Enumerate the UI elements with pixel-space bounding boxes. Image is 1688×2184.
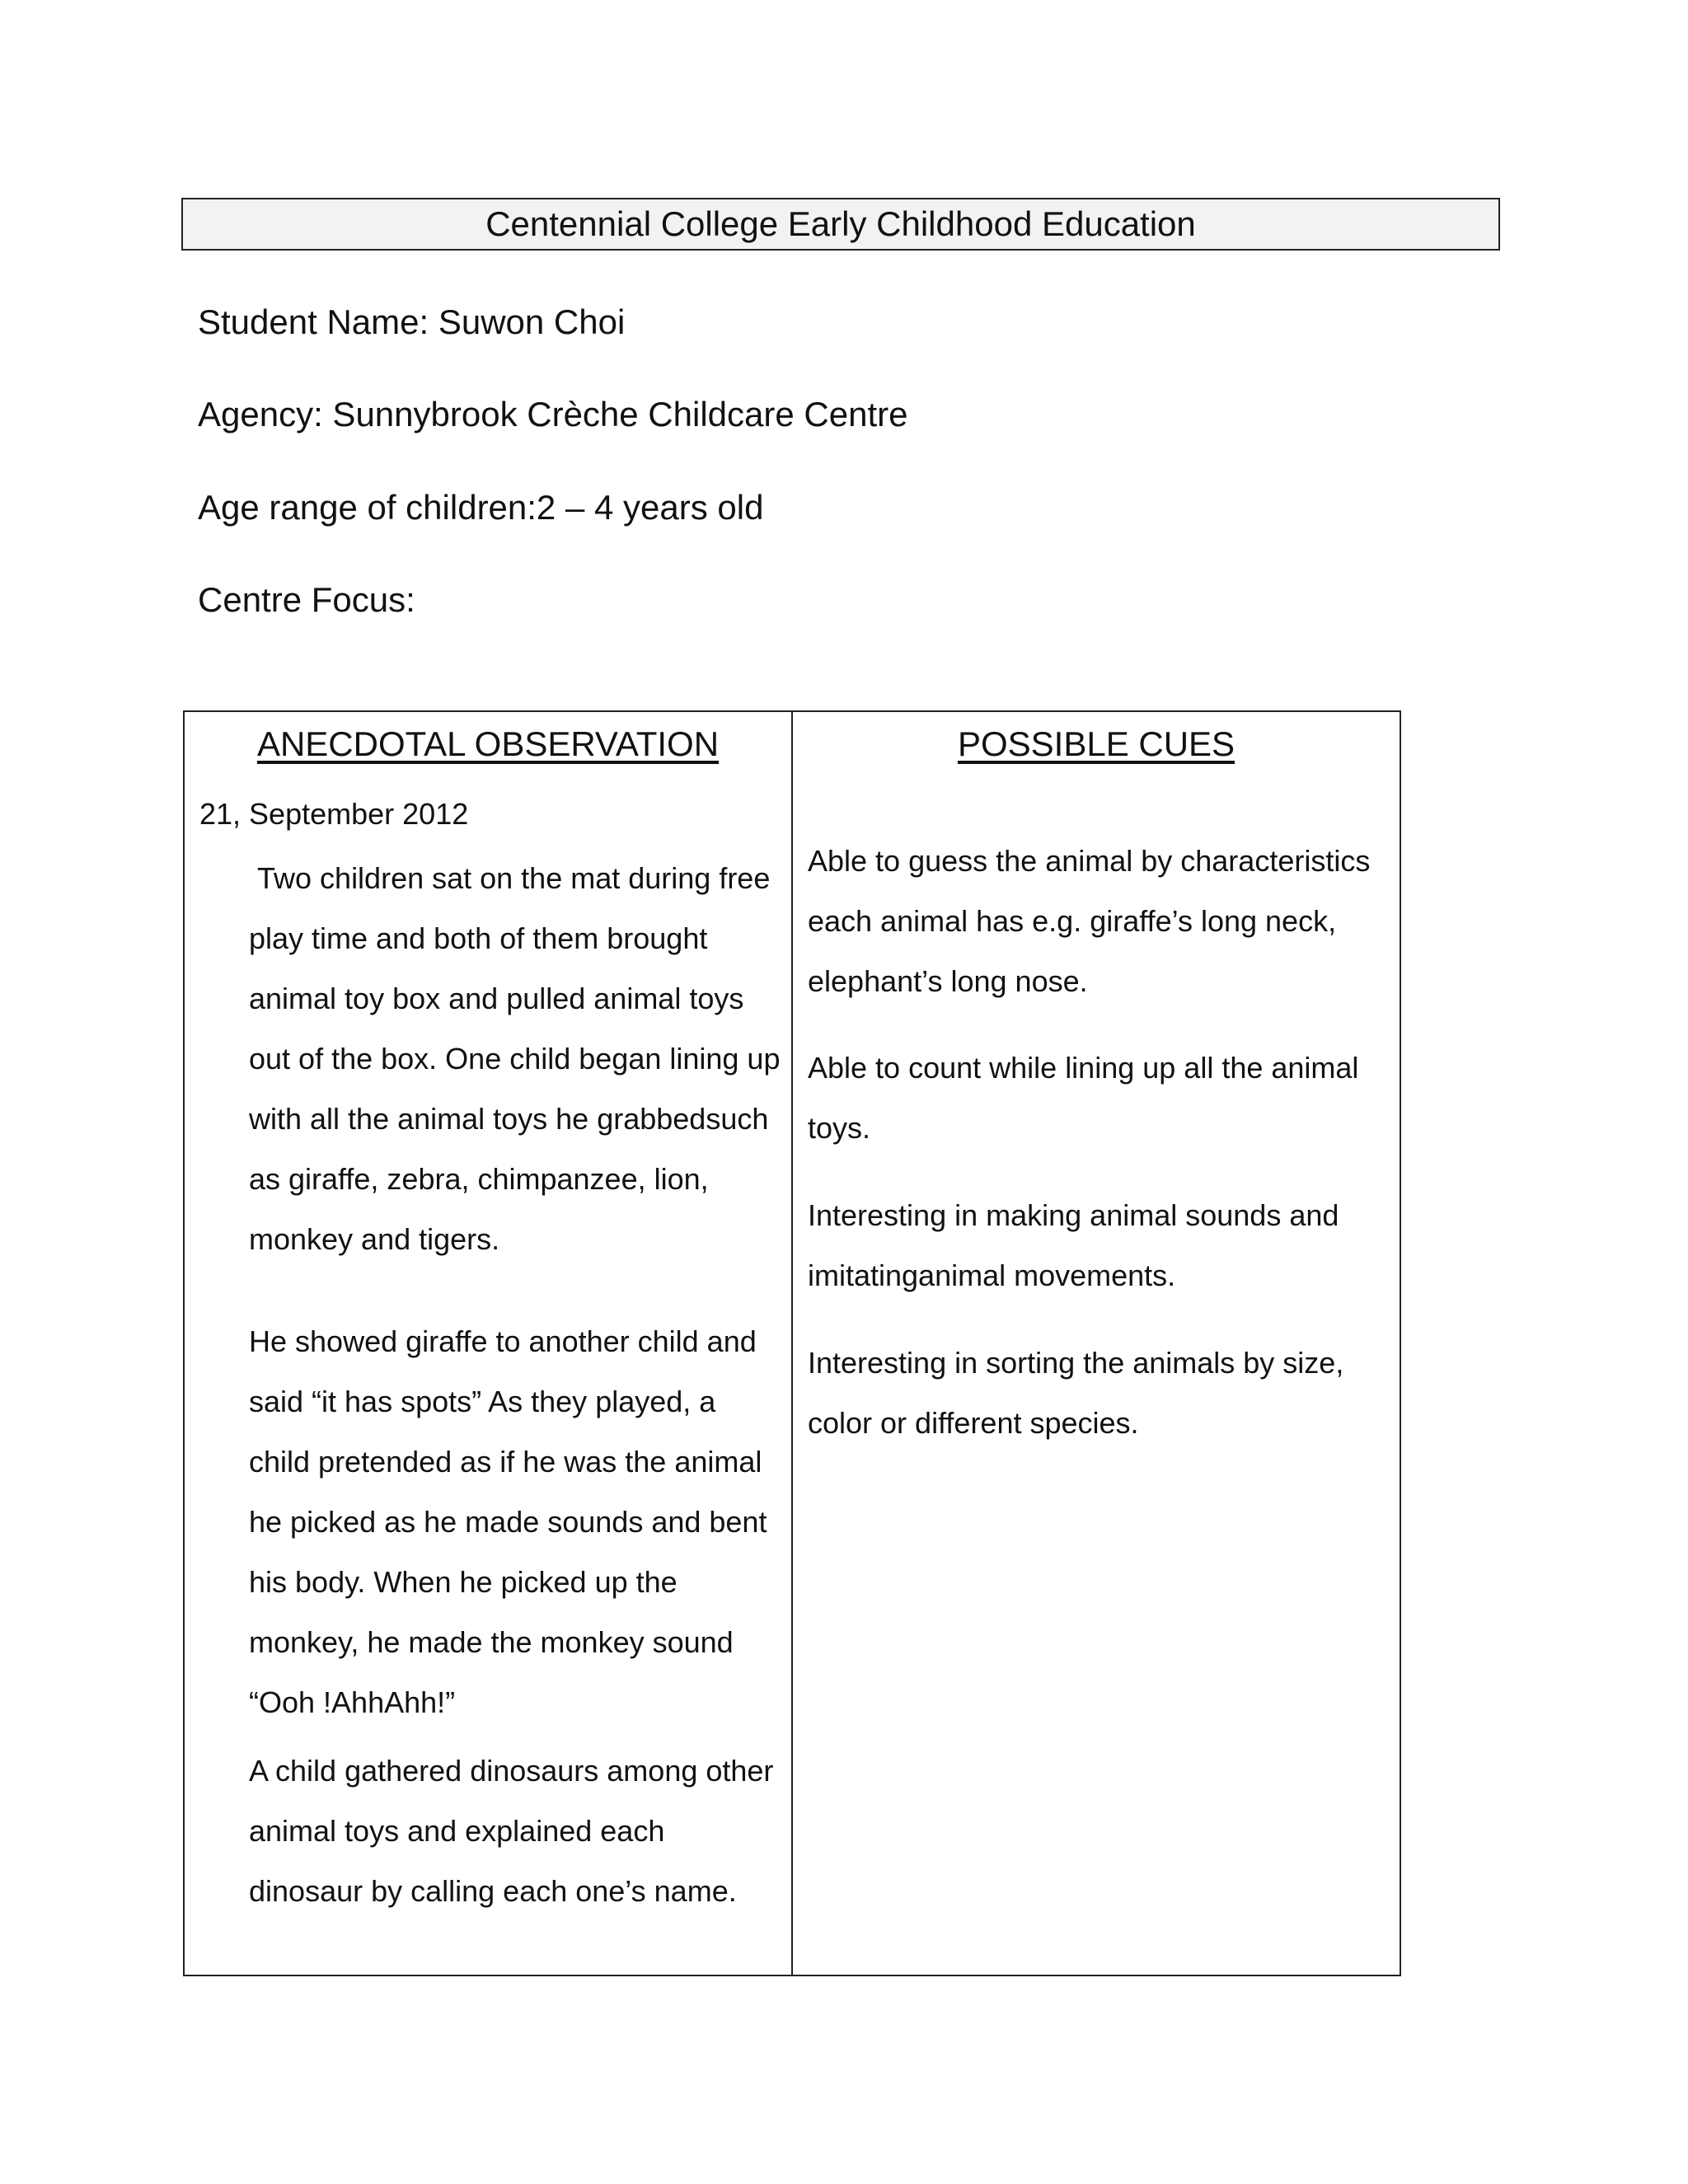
centre-focus: Centre Focus: [198, 580, 415, 619]
observation-paragraph: A child gathered dinosaurs among other animal toys and explained each dinosaur by calling each one’s name. [249, 1754, 774, 1908]
title-box [181, 198, 1500, 251]
observation-date: 21, September 2012 [199, 797, 469, 831]
observation-paragraph: He showed giraffe to another child and said “it has spots” As they played, a child pretended as if he was the animal he picked as he made sounds and bent his body. When he picked up the monkey, he made the monkey sound “Ooh !AhhAhh!” [249, 1324, 767, 1719]
observation-table [183, 710, 1401, 1976]
document-title: Centennial College Early Childhood Education [485, 204, 1196, 243]
observation-column [185, 712, 793, 1975]
student-name: Student Name: Suwon Choi [198, 302, 626, 341]
cues-column [793, 712, 1400, 1975]
cues-header: POSSIBLE CUES [957, 724, 1236, 763]
cue-paragraph: Able to count while lining up all the animal toys. [808, 1051, 1359, 1145]
observation-header: ANECDOTAL OBSERVATION [256, 724, 720, 763]
cue-paragraph: Interesting in sorting the animals by size, color or different species. [808, 1346, 1344, 1440]
agency: Agency: Sunnybrook Crèche Childcare Centre [198, 395, 908, 434]
cue-paragraph: Interesting in making animal sounds and imitatinganimal movements. [808, 1198, 1339, 1292]
observation-paragraph: Two children sat on the mat during free play time and both of them brought animal toy box and pulled animal toys out of the box. One child began lining up with all the animal toys he grabbedsuch as giraffe, zebra, chimpanzee, lion, monkey and tigers. [249, 861, 789, 1256]
cue-paragraph: Able to guess the animal by characteristics each animal has e.g. giraffe’s long neck, elephant’s long nose. [808, 844, 1371, 998]
age-range: Age range of children:2 – 4 years old [198, 488, 764, 527]
